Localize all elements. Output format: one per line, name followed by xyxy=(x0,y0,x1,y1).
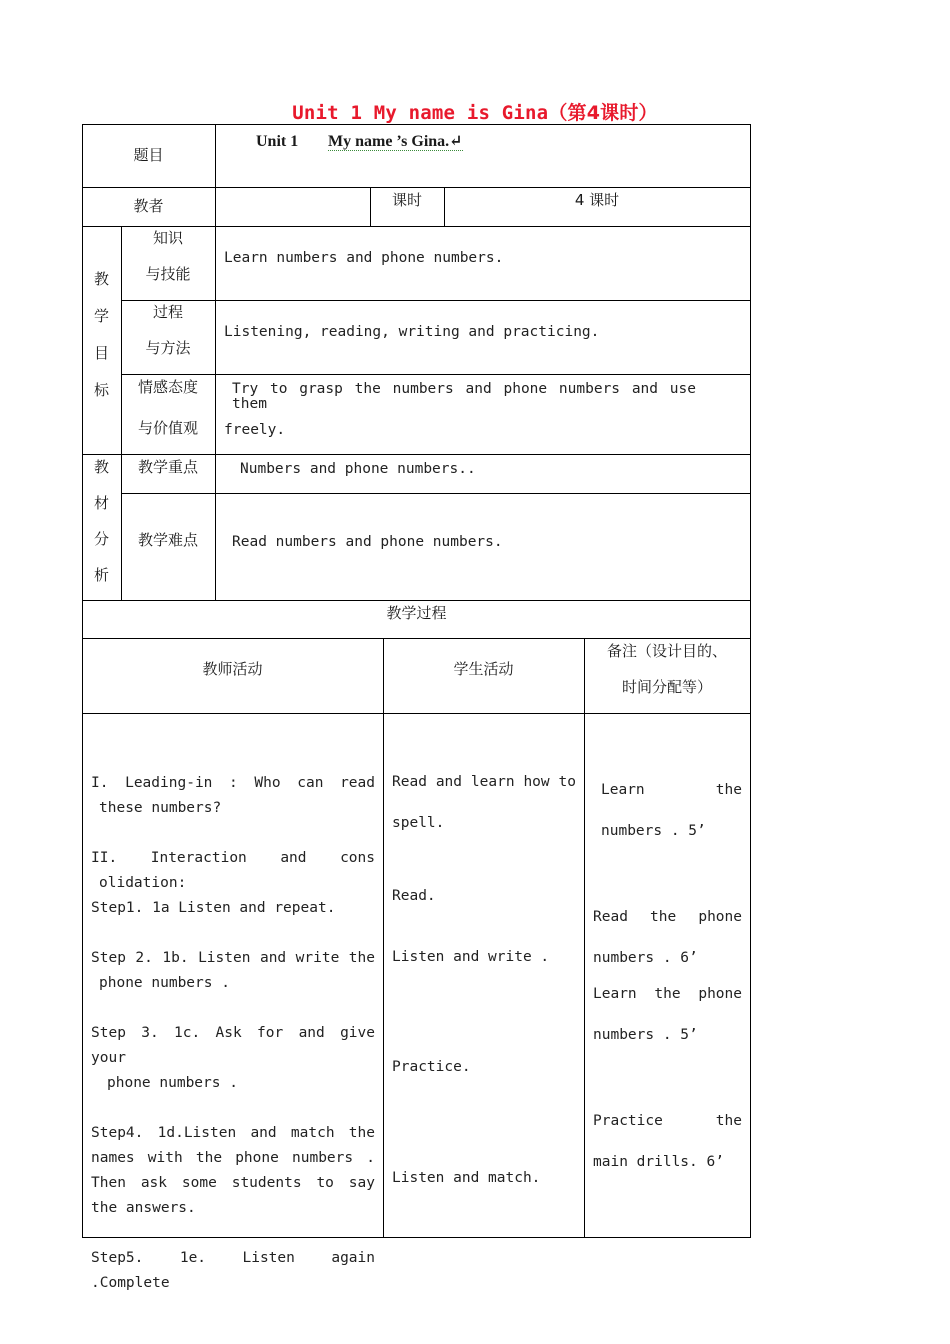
note-item: Learn the phone numbers . 5’ xyxy=(593,986,742,1043)
teacher-item: II. Interaction and cons olidation: xyxy=(91,850,375,891)
objective-text-process: Listening, reading, writing and practicing. xyxy=(224,324,600,340)
teacher-item: Step1. 1a Listen and repeat. xyxy=(91,900,336,916)
note-item: Read the phone numbers . 6’ xyxy=(593,909,742,966)
student-item: Read. xyxy=(392,888,436,904)
difficulty-text: Read numbers and phone numbers. xyxy=(232,534,503,550)
note-item: Learn the numbers . 5’ xyxy=(601,782,742,839)
objective-label-attitude: 情感态度 与价值观 xyxy=(137,378,198,437)
difficulty-label: 教学难点 xyxy=(137,531,198,549)
topic-label: 题目 xyxy=(133,146,164,164)
objective-label-process: 过程 与方法 xyxy=(145,303,191,357)
teacher-item: Step5. 1e. Listen again .Complete xyxy=(91,1250,375,1291)
note-item: Practice the main drills. 6’ xyxy=(593,1113,742,1170)
title-chinese: （第4课时） xyxy=(548,102,658,124)
col-student-activity: 学生活动 xyxy=(453,660,514,678)
objective-text-attitude: Try to grasp the numbers and phone numbers and use them freely. xyxy=(224,381,696,438)
teacher-item: Step4. 1d.Listen and match the names with the phone numbers . Then ask some students to say the answers. xyxy=(91,1125,375,1216)
student-item: Read and learn how to spell. xyxy=(392,774,576,831)
topic-value: My name ’s Gina.↵ xyxy=(328,133,463,150)
analysis-group-label: 教 材 分 析 xyxy=(93,458,109,584)
title-english: Unit 1 My name is Gina xyxy=(292,102,549,124)
teacher-activities xyxy=(91,771,375,1296)
topic-unit: Unit 1 xyxy=(256,133,299,150)
teacher-item: Step 3. 1c. Ask for and give your phone numbers . xyxy=(91,1025,375,1091)
student-item: Listen and write . xyxy=(392,949,550,965)
objective-label-knowledge: 知识 与技能 xyxy=(145,229,191,283)
student-activities xyxy=(392,762,576,844)
process-heading: 教学过程 xyxy=(386,604,447,622)
objective-text-knowledge: Learn numbers and phone numbers. xyxy=(224,250,504,266)
student-item: Practice. xyxy=(392,1059,471,1075)
period-label: 课时 xyxy=(391,191,422,209)
student-item: Listen and match. xyxy=(392,1170,541,1186)
document-title xyxy=(0,98,950,125)
teacher-item: Step 2. 1b. Listen and write the phone numbers . xyxy=(91,950,375,991)
col-teacher-activity: 教师活动 xyxy=(202,660,263,678)
focus-label: 教学重点 xyxy=(137,458,198,476)
col-notes: 备注（设计目的、 时间分配等） xyxy=(606,642,727,696)
focus-text: Numbers and phone numbers.. xyxy=(240,461,476,477)
teacher-item: I. Leading-in : Who can read these numbers? xyxy=(91,775,375,816)
period-value: 4 课时 xyxy=(574,191,620,209)
teacher-label: 教者 xyxy=(133,197,164,215)
objectives-group-label: 教 学 目 标 xyxy=(93,270,109,399)
